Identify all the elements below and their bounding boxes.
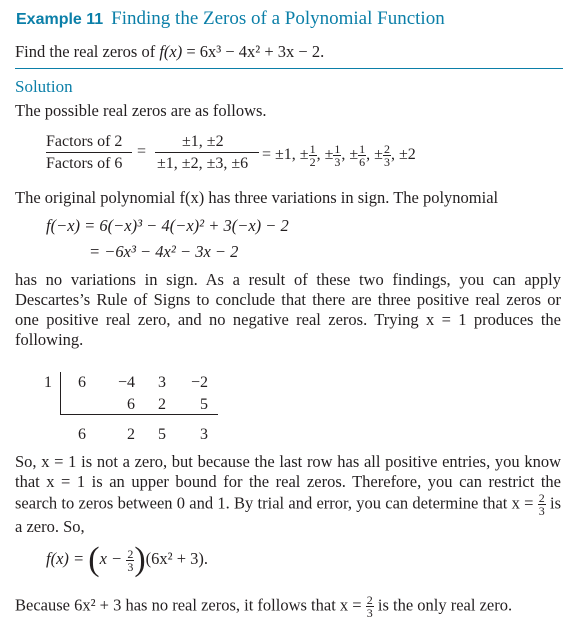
fraction-third: $\frac{1}{3}$ xyxy=(334,142,341,169)
synthetic-cell: 6 xyxy=(127,396,135,413)
fraction-bar-labels xyxy=(46,152,132,153)
upper-bound-text: So, x = 1 is not a zero, but because the last row has all positive entries, you know that x = 1 is an upper bound for the real zeros. Therefore, you can restrict the search to zeros between 0 and 1. By trial and error, you can determine that x = xyxy=(15,452,561,513)
synthetic-cell: 3 xyxy=(200,426,208,443)
possible-zeros-text: The possible real zeros are as follows. xyxy=(15,101,267,120)
descartes-paragraph: has no variations in sign. As a result of these two findings, you can apply Descartes’s Rule of Signs to conclude that there are three positive real zeros or one positive real zero, and no negative real zeros. Trying x = 1 produces the following. xyxy=(15,270,561,349)
upper-bound-end: is a zero. So, xyxy=(15,493,561,536)
result-suffix: , ±2 xyxy=(390,146,416,164)
conclusion-after: is the only real zero. xyxy=(377,595,513,615)
close-paren: ) xyxy=(134,541,146,578)
fraction-sixth: $\frac{1}{6}$ xyxy=(359,142,366,169)
example-title: Finding the Zeros of a Polynomial Function xyxy=(111,8,445,29)
divider xyxy=(15,68,563,69)
fraction-bar-values xyxy=(155,152,259,153)
factored-inner: x − xyxy=(99,549,123,568)
example-label: Example 11 xyxy=(16,11,104,28)
problem-function: f(x) xyxy=(159,42,183,61)
problem-statement xyxy=(15,42,324,62)
fraction-two-thirds: $\frac{2}{3}$ xyxy=(538,491,545,518)
fraction-two-thirds: $\frac{2}{3}$ xyxy=(127,546,134,574)
result-prefix: = ±1, ± xyxy=(262,146,309,164)
synthetic-cell: −2 xyxy=(190,374,208,391)
solution-heading: Solution xyxy=(15,77,73,96)
factors-top-values: ±1, ±2 xyxy=(182,133,224,150)
synthetic-root: 1 xyxy=(44,374,52,391)
factored-lhs: f(x) = xyxy=(46,549,85,568)
variations-text: The original polynomial f(x) has three variations in sign. The polynomial xyxy=(15,188,499,207)
example-header xyxy=(16,9,445,30)
synthetic-cell: 5 xyxy=(158,426,166,443)
synthetic-cell: 5 xyxy=(200,396,208,413)
problem-prefix: Find the real zeros of xyxy=(15,42,160,61)
synthetic-cell: −4 xyxy=(117,374,135,391)
possible-zeros-list: = ±1, ± $\frac{1}{2}$ , ± $\frac{1}{3}$ , ± $\frac{1}{6}$ , ± $\frac{2}{3}$ , ±2 xyxy=(262,142,416,169)
equation-simplified: = −6x³ − 4x² − 3x − 2 xyxy=(89,242,239,261)
conclusion xyxy=(15,594,512,619)
upper-bound-paragraph xyxy=(15,452,561,537)
synthetic-cell: 2 xyxy=(127,426,135,443)
equals-sign: = xyxy=(137,143,147,160)
synthetic-cell: 3 xyxy=(158,374,166,391)
factors-top-label: Factors of 2 xyxy=(46,133,123,150)
synthetic-cell: 6 xyxy=(78,426,86,443)
synthetic-cell: 6 xyxy=(78,374,86,391)
synthetic-cell: 2 xyxy=(158,396,166,413)
equation-f-neg-x: f(−x) = 6(−x)³ − 4(−x)² + 3(−x) − 2 xyxy=(46,216,289,235)
factored-form xyxy=(46,541,209,578)
fraction-two-thirds: $\frac{2}{3}$ xyxy=(383,142,390,169)
synthetic-divider-horizontal xyxy=(60,414,218,415)
factors-bottom-values: ±1, ±2, ±3, ±6 xyxy=(157,155,249,172)
factors-bottom-label: Factors of 6 xyxy=(46,155,123,172)
factored-tail: (6x² + 3). xyxy=(145,549,209,568)
fraction-two-thirds: $\frac{2}{3}$ xyxy=(366,593,373,620)
open-paren: ( xyxy=(88,541,100,578)
fraction-half: $\frac{1}{2}$ xyxy=(309,142,316,169)
problem-suffix: = 6x³ − 4x² + 3x − 2. xyxy=(182,42,325,61)
conclusion-before: Because 6x² + 3 has no real zeros, it follows that x = xyxy=(15,595,362,615)
